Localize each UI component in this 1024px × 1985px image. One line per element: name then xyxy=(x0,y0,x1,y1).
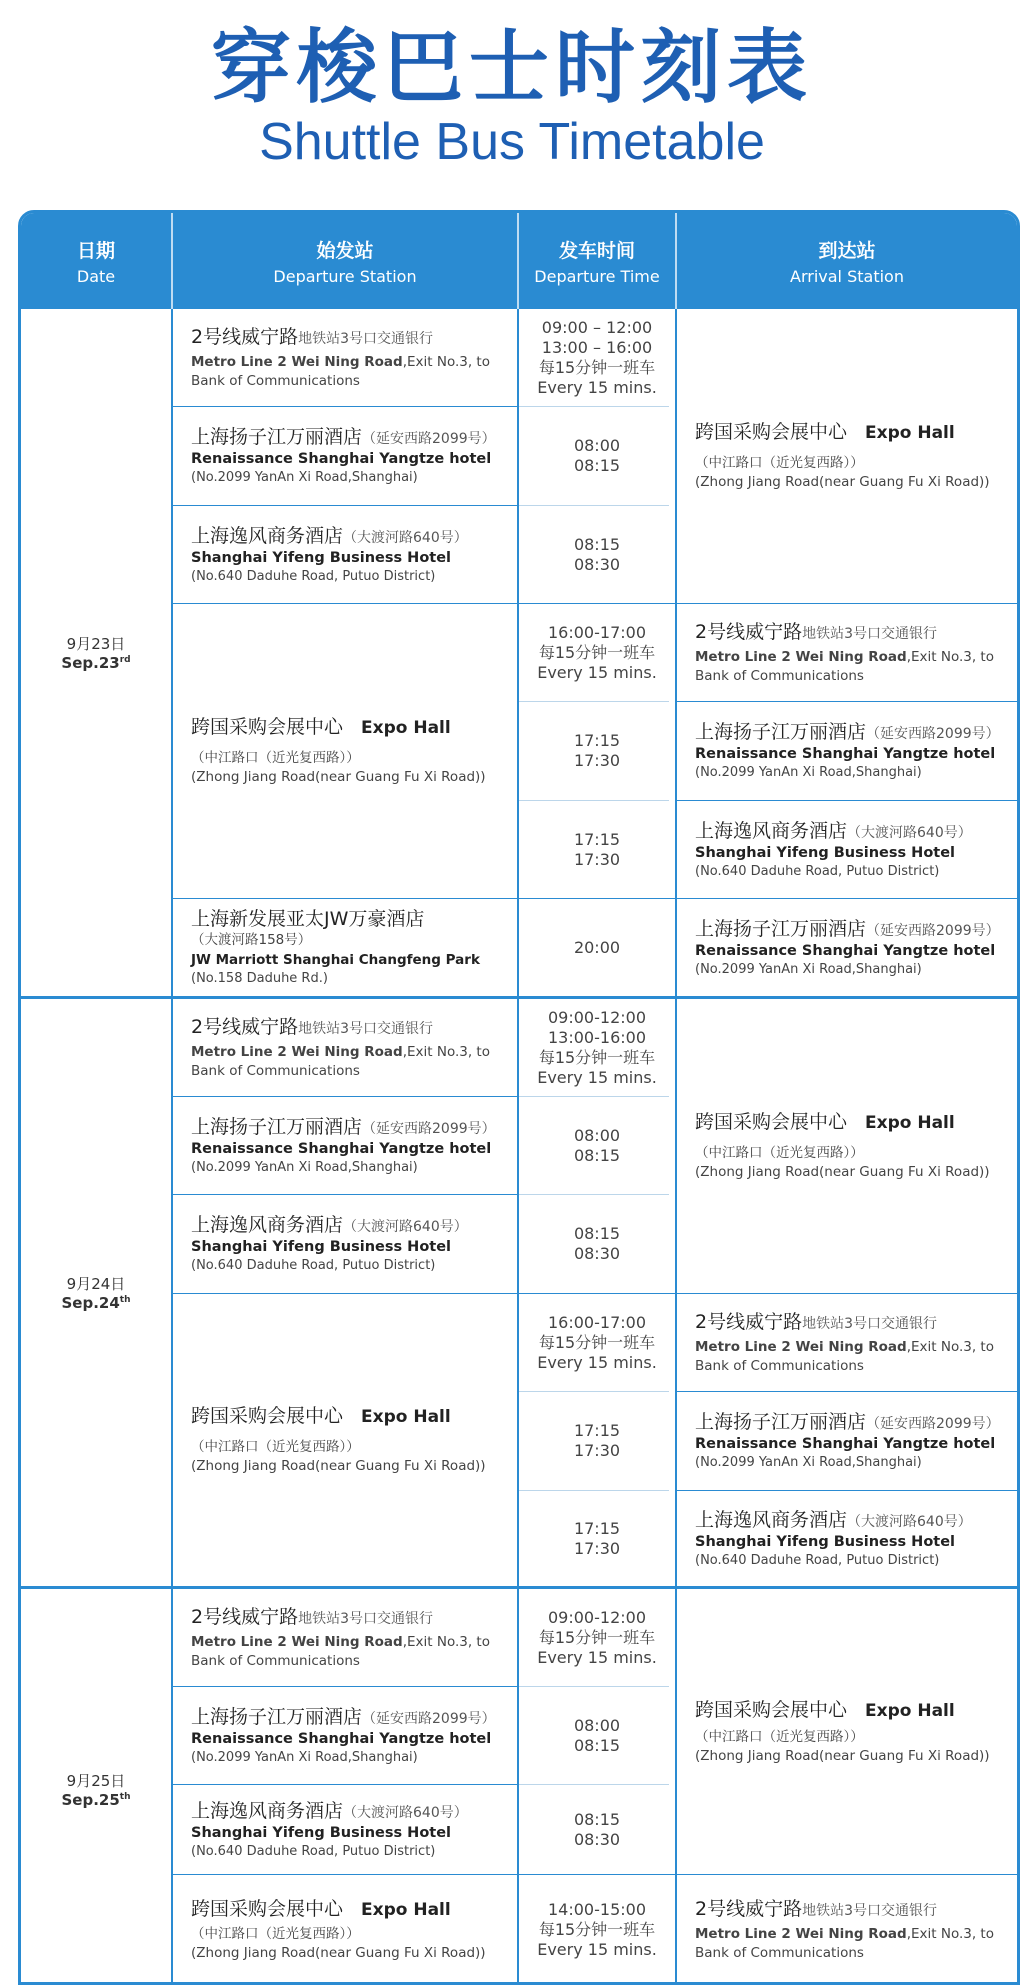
arrival-yifeng xyxy=(677,801,1020,898)
time-text: Every 15 mins. xyxy=(537,1067,657,1087)
station-cn-address: （大渡河路158号） xyxy=(191,932,312,948)
timetable xyxy=(18,210,1020,1985)
time-text: 17:30 xyxy=(573,1538,621,1558)
station-address: (No.2099 YanAn Xi Road,Shanghai) xyxy=(191,1749,418,1765)
station-en-line2: Bank of Communications xyxy=(191,1652,360,1669)
station-cn-detail: （延安西路2099号） xyxy=(866,726,1000,742)
station-cn: 上海逸风商务酒店 xyxy=(695,819,848,842)
station-en-address: (Zhong Jiang Road(near Guang Fu Xi Road)) xyxy=(191,769,486,785)
station-cn-detail: 地铁站3号口交通银行 xyxy=(802,1315,938,1332)
time-cell xyxy=(519,899,675,996)
time-cell xyxy=(519,506,675,603)
time-cell xyxy=(519,702,675,800)
station-en-line2: Bank of Communications xyxy=(191,1062,360,1079)
arrival-expo xyxy=(677,309,1020,603)
departure-renaissance xyxy=(173,1097,517,1194)
station-en-line2: Bank of Communications xyxy=(191,372,360,389)
station-cn: 上海新发展亚太JW万豪酒店 xyxy=(191,908,425,930)
time-text: 09:00-12:00 xyxy=(548,1607,646,1627)
date-cell-sep23 xyxy=(21,309,171,996)
station-cn: 上海扬子江万丽酒店 xyxy=(695,1411,867,1433)
station-cn-detail: （大渡河路640号） xyxy=(847,1513,972,1530)
station-en-line2: Bank of Communications xyxy=(695,667,864,684)
station-en: Renaissance Shanghai Yangtze hotel xyxy=(191,1140,492,1157)
station-en-address: (Zhong Jiang Road(near Guang Fu Xi Road)) xyxy=(695,1747,990,1764)
station-cn-detail: （延安西路2099号） xyxy=(866,922,1000,939)
header-departure-en: Departure Station xyxy=(273,267,417,286)
time-cell xyxy=(519,1875,675,1985)
station-cn-address: （中江路口（近光复西路）） xyxy=(695,455,864,471)
time-cell xyxy=(519,309,675,406)
header-departure xyxy=(173,213,517,309)
arrival-expo xyxy=(677,999,1020,1293)
station-en: Metro Line 2 Wei Ning Road xyxy=(191,1043,403,1060)
station-address: (No.640 Daduhe Road, Putuo District) xyxy=(191,1843,436,1859)
station-address: (No.2099 YanAn Xi Road,Shanghai) xyxy=(191,470,418,485)
time-text: 每15分钟一班车 xyxy=(538,1332,656,1352)
time-text: 08:00 xyxy=(573,1715,621,1735)
station-en-address: (Zhong Jiang Road(near Guang Fu Xi Road)) xyxy=(695,474,990,490)
time-text: 08:15 xyxy=(573,1735,621,1755)
time-cell xyxy=(519,1195,675,1293)
station-cn: 上海扬子江万丽酒店 xyxy=(695,917,867,940)
arrival-metro xyxy=(677,1875,1020,1985)
time-text: 08:30 xyxy=(573,554,621,574)
time-text: 08:00 xyxy=(573,1125,621,1145)
page-title-cn: 穿梭巴士时刻表 xyxy=(211,21,813,114)
station-cn: 上海扬子江万丽酒店 xyxy=(695,721,867,743)
station-en: Renaissance Shanghai Yangtze hotel xyxy=(695,1436,996,1452)
station-cn: 跨国采购会展中心 xyxy=(191,716,344,738)
station-cn-detail: （延安西路2099号） xyxy=(866,1416,1000,1432)
time-cell xyxy=(519,1491,675,1586)
header-arrival-en: Arrival Station xyxy=(790,267,904,286)
time-text: 20:00 xyxy=(573,937,621,957)
station-en-line2: Bank of Communications xyxy=(695,1357,864,1374)
time-text: 08:30 xyxy=(573,1244,621,1263)
time-text: Every 15 mins. xyxy=(537,1647,657,1667)
time-text: 08:30 xyxy=(573,1829,621,1849)
time-text: 16:00-17:00 xyxy=(548,622,646,642)
page-title-en: Shuttle Bus Timetable xyxy=(259,113,765,171)
station-en: JW Marriott Shanghai Changfeng Park xyxy=(191,952,480,968)
station-address: (No.2099 YanAn Xi Road,Shanghai) xyxy=(695,765,922,780)
departure-expo xyxy=(173,1875,517,1985)
arrival-renaissance xyxy=(677,1392,1020,1490)
station-cn: 跨国采购会展中心 xyxy=(191,1405,344,1427)
station-cn: 上海逸风商务酒店 xyxy=(191,524,344,547)
date-en: Sep.25th xyxy=(61,1790,131,1809)
time-text: 17:15 xyxy=(573,829,621,849)
time-text: 17:30 xyxy=(573,751,621,770)
station-en: Shanghai Yifeng Business Hotel xyxy=(695,844,956,861)
station-en-address: (Zhong Jiang Road(near Guang Fu Xi Road)) xyxy=(695,1164,990,1180)
time-text: Every 15 mins. xyxy=(537,1352,657,1372)
station-cn-detail: （延安西路2099号） xyxy=(362,1710,496,1727)
station-cn: 上海扬子江万丽酒店 xyxy=(191,1115,363,1138)
time-text: Every 15 mins. xyxy=(537,662,657,682)
station-en: Renaissance Shanghai Yangtze hotel xyxy=(695,746,996,762)
time-cell xyxy=(519,1294,675,1391)
station-cn: 2号线威宁路 xyxy=(191,325,299,348)
time-text: 13:00-16:00 xyxy=(548,1027,646,1047)
station-cn: 上海逸风商务酒店 xyxy=(191,1214,344,1236)
station-cn: 2号线威宁路 xyxy=(695,1310,803,1333)
time-cell xyxy=(519,1392,675,1490)
station-cn-address: （中江路口（近光复西路）） xyxy=(191,750,360,766)
departure-renaissance xyxy=(173,1687,517,1784)
station-en: Expo Hall xyxy=(361,1900,451,1920)
station-cn-detail: 地铁站3号口交通银行 xyxy=(298,1610,434,1627)
station-cn: 2号线威宁路 xyxy=(191,1605,299,1628)
date-cn: 9月25日 xyxy=(66,1771,126,1790)
time-text: 17:15 xyxy=(573,731,621,750)
time-text: 17:15 xyxy=(573,1518,621,1538)
time-text: 17:15 xyxy=(573,1421,621,1440)
station-address: (No.2099 YanAn Xi Road,Shanghai) xyxy=(191,1159,418,1175)
time-cell xyxy=(519,999,675,1096)
station-en: Metro Line 2 Wei Ning Road xyxy=(191,1633,403,1650)
station-en-rest: ,Exit No.3, to xyxy=(402,1043,490,1060)
station-cn: 跨国采购会展中心 xyxy=(695,1111,848,1133)
time-text: 每15分钟一班车 xyxy=(538,1920,656,1939)
date-en: Sep.24th xyxy=(61,1294,131,1312)
station-en: Expo Hall xyxy=(361,718,451,738)
station-address: (No.640 Daduhe Road, Putuo District) xyxy=(695,1552,940,1568)
header-date xyxy=(21,213,171,309)
date-en: Sep.23rd xyxy=(61,654,131,672)
time-text: 08:00 xyxy=(573,436,621,455)
station-en: Metro Line 2 Wei Ning Road xyxy=(695,648,907,665)
time-text: 08:15 xyxy=(573,456,621,475)
time-text: 每15分钟一班车 xyxy=(538,357,656,377)
station-cn: 2号线威宁路 xyxy=(695,1898,803,1920)
arrival-metro xyxy=(677,604,1020,701)
station-cn: 跨国采购会展中心 xyxy=(695,421,848,443)
station-cn-detail: （延安西路2099号） xyxy=(362,431,496,447)
station-en-address: (Zhong Jiang Road(near Guang Fu Xi Road)) xyxy=(191,1458,486,1474)
time-cell xyxy=(519,407,675,505)
header-time-en: Departure Time xyxy=(534,267,660,286)
time-text: 17:30 xyxy=(573,849,621,869)
station-address: (No.640 Daduhe Road, Putuo District) xyxy=(191,568,436,584)
time-text: 14:00-15:00 xyxy=(548,1900,646,1919)
station-en: Expo Hall xyxy=(361,1407,451,1427)
time-text: Every 15 mins. xyxy=(537,377,657,397)
time-text: 17:30 xyxy=(573,1441,621,1460)
time-text: 08:15 xyxy=(573,1809,621,1829)
time-text: 09:00-12:00 xyxy=(548,1007,646,1027)
station-cn-detail: （大渡河路640号） xyxy=(343,1804,468,1821)
date-cn: 9月24日 xyxy=(66,1275,126,1293)
station-en-line2: Bank of Communications xyxy=(695,1945,864,1961)
header-time-cn: 发车时间 xyxy=(558,240,635,262)
station-en: Expo Hall xyxy=(865,1113,955,1133)
station-cn: 跨国采购会展中心 xyxy=(191,1898,344,1920)
station-cn: 2号线威宁路 xyxy=(191,1015,299,1038)
time-text: 13:00 – 16:00 xyxy=(541,337,653,357)
time-cell xyxy=(519,801,675,898)
header-time xyxy=(519,213,675,309)
arrival-expo xyxy=(677,1589,1020,1874)
departure-yifeng xyxy=(173,1785,517,1874)
station-cn: 上海逸风商务酒店 xyxy=(695,1508,848,1531)
station-cn-detail: （大渡河路640号） xyxy=(343,1219,468,1235)
station-cn-detail: （大渡河路640号） xyxy=(847,824,972,841)
station-cn: 上海扬子江万丽酒店 xyxy=(191,1705,363,1728)
station-en-rest: ,Exit No.3, to xyxy=(906,648,994,665)
station-address: (No.640 Daduhe Road, Putuo District) xyxy=(191,1258,436,1273)
station-cn-detail: 地铁站3号口交通银行 xyxy=(298,1020,434,1037)
arrival-renaissance xyxy=(677,899,1020,996)
station-en: Expo Hall xyxy=(865,1700,955,1721)
arrival-yifeng xyxy=(677,1491,1020,1586)
time-text: 09:00 – 12:00 xyxy=(541,317,653,337)
station-address: (No.2099 YanAn Xi Road,Shanghai) xyxy=(695,1455,922,1470)
station-cn: 跨国采购会展中心 xyxy=(695,1698,848,1721)
departure-renaissance xyxy=(173,407,517,505)
station-en: Shanghai Yifeng Business Hotel xyxy=(695,1533,956,1550)
station-en-rest: ,Exit No.3, to xyxy=(402,353,490,370)
time-text: 每15分钟一班车 xyxy=(538,1047,656,1067)
station-address: (No.2099 YanAn Xi Road,Shanghai) xyxy=(695,961,922,977)
time-text: Every 15 mins. xyxy=(537,1940,657,1959)
station-en: Shanghai Yifeng Business Hotel xyxy=(191,1239,452,1255)
station-cn: 2号线威宁路 xyxy=(695,620,803,643)
station-cn-detail: 地铁站3号口交通银行 xyxy=(802,625,938,642)
station-en: Shanghai Yifeng Business Hotel xyxy=(191,1824,452,1841)
station-cn-detail: （大渡河路640号） xyxy=(343,529,468,546)
departure-expo xyxy=(173,1294,517,1586)
station-en: Shanghai Yifeng Business Hotel xyxy=(191,549,452,566)
station-en-rest: ,Exit No.3, to xyxy=(906,1338,994,1355)
time-text: 08:15 xyxy=(573,1224,621,1243)
station-en-rest: ,Exit No.3, to xyxy=(402,1633,490,1650)
station-cn-detail: （延安西路2099号） xyxy=(362,1120,496,1137)
header-departure-cn: 始发站 xyxy=(316,240,374,262)
station-en: Renaissance Shanghai Yangtze hotel xyxy=(191,1730,492,1747)
arrival-metro xyxy=(677,1294,1020,1391)
table-header xyxy=(21,213,1017,309)
station-cn-address: （中江路口（近光复西路）） xyxy=(191,1439,360,1455)
time-text: 08:15 xyxy=(573,1145,621,1165)
header-arrival xyxy=(677,213,1017,309)
header-date-en: Date xyxy=(76,267,116,286)
departure-yifeng xyxy=(173,1195,517,1293)
station-address: (No.640 Daduhe Road, Putuo District) xyxy=(695,863,940,879)
station-en: Renaissance Shanghai Yangtze hotel xyxy=(191,451,492,467)
date-cell-sep24 xyxy=(21,999,171,1586)
time-text: 08:15 xyxy=(573,534,621,554)
time-cell xyxy=(519,1097,675,1194)
departure-metro xyxy=(173,999,517,1096)
station-en-address: (Zhong Jiang Road(near Guang Fu Xi Road)) xyxy=(191,1945,486,1961)
departure-expo xyxy=(173,604,517,898)
station-address: (No.158 Daduhe Rd.) xyxy=(191,971,328,986)
time-text: 每15分钟一班车 xyxy=(538,642,656,662)
time-cell xyxy=(519,1589,675,1686)
date-cn: 9月23日 xyxy=(66,635,126,653)
station-en: Expo Hall xyxy=(865,423,955,443)
station-cn-address: （中江路口（近光复西路）） xyxy=(695,1728,864,1745)
station-en: Renaissance Shanghai Yangtze hotel xyxy=(695,942,996,959)
time-cell xyxy=(519,1785,675,1874)
time-text: 每15分钟一班车 xyxy=(538,1627,656,1647)
time-cell xyxy=(519,604,675,701)
station-cn: 上海扬子江万丽酒店 xyxy=(191,426,363,448)
station-cn-address: （中江路口（近光复西路）） xyxy=(695,1145,864,1161)
time-cell xyxy=(519,1687,675,1784)
departure-jw-marriott xyxy=(173,899,517,996)
station-cn-detail: 地铁站3号口交通银行 xyxy=(298,330,434,347)
station-en: Metro Line 2 Wei Ning Road xyxy=(695,1338,907,1355)
time-text: 16:00-17:00 xyxy=(548,1312,646,1332)
departure-metro xyxy=(173,309,517,406)
station-cn-address: （中江路口（近光复西路）） xyxy=(191,1926,360,1942)
header-date-cn: 日期 xyxy=(76,240,115,262)
arrival-renaissance xyxy=(677,702,1020,800)
station-cn-detail: 地铁站3号口交通银行 xyxy=(802,1903,938,1919)
header-arrival-cn: 到达站 xyxy=(818,240,876,262)
station-en: Metro Line 2 Wei Ning Road xyxy=(695,1926,907,1942)
station-cn: 上海逸风商务酒店 xyxy=(191,1799,344,1822)
station-en: Metro Line 2 Wei Ning Road xyxy=(191,353,403,370)
date-cell-sep25 xyxy=(21,1589,171,1985)
departure-metro xyxy=(173,1589,517,1686)
station-en-rest: ,Exit No.3, to xyxy=(906,1926,994,1942)
departure-yifeng xyxy=(173,506,517,603)
